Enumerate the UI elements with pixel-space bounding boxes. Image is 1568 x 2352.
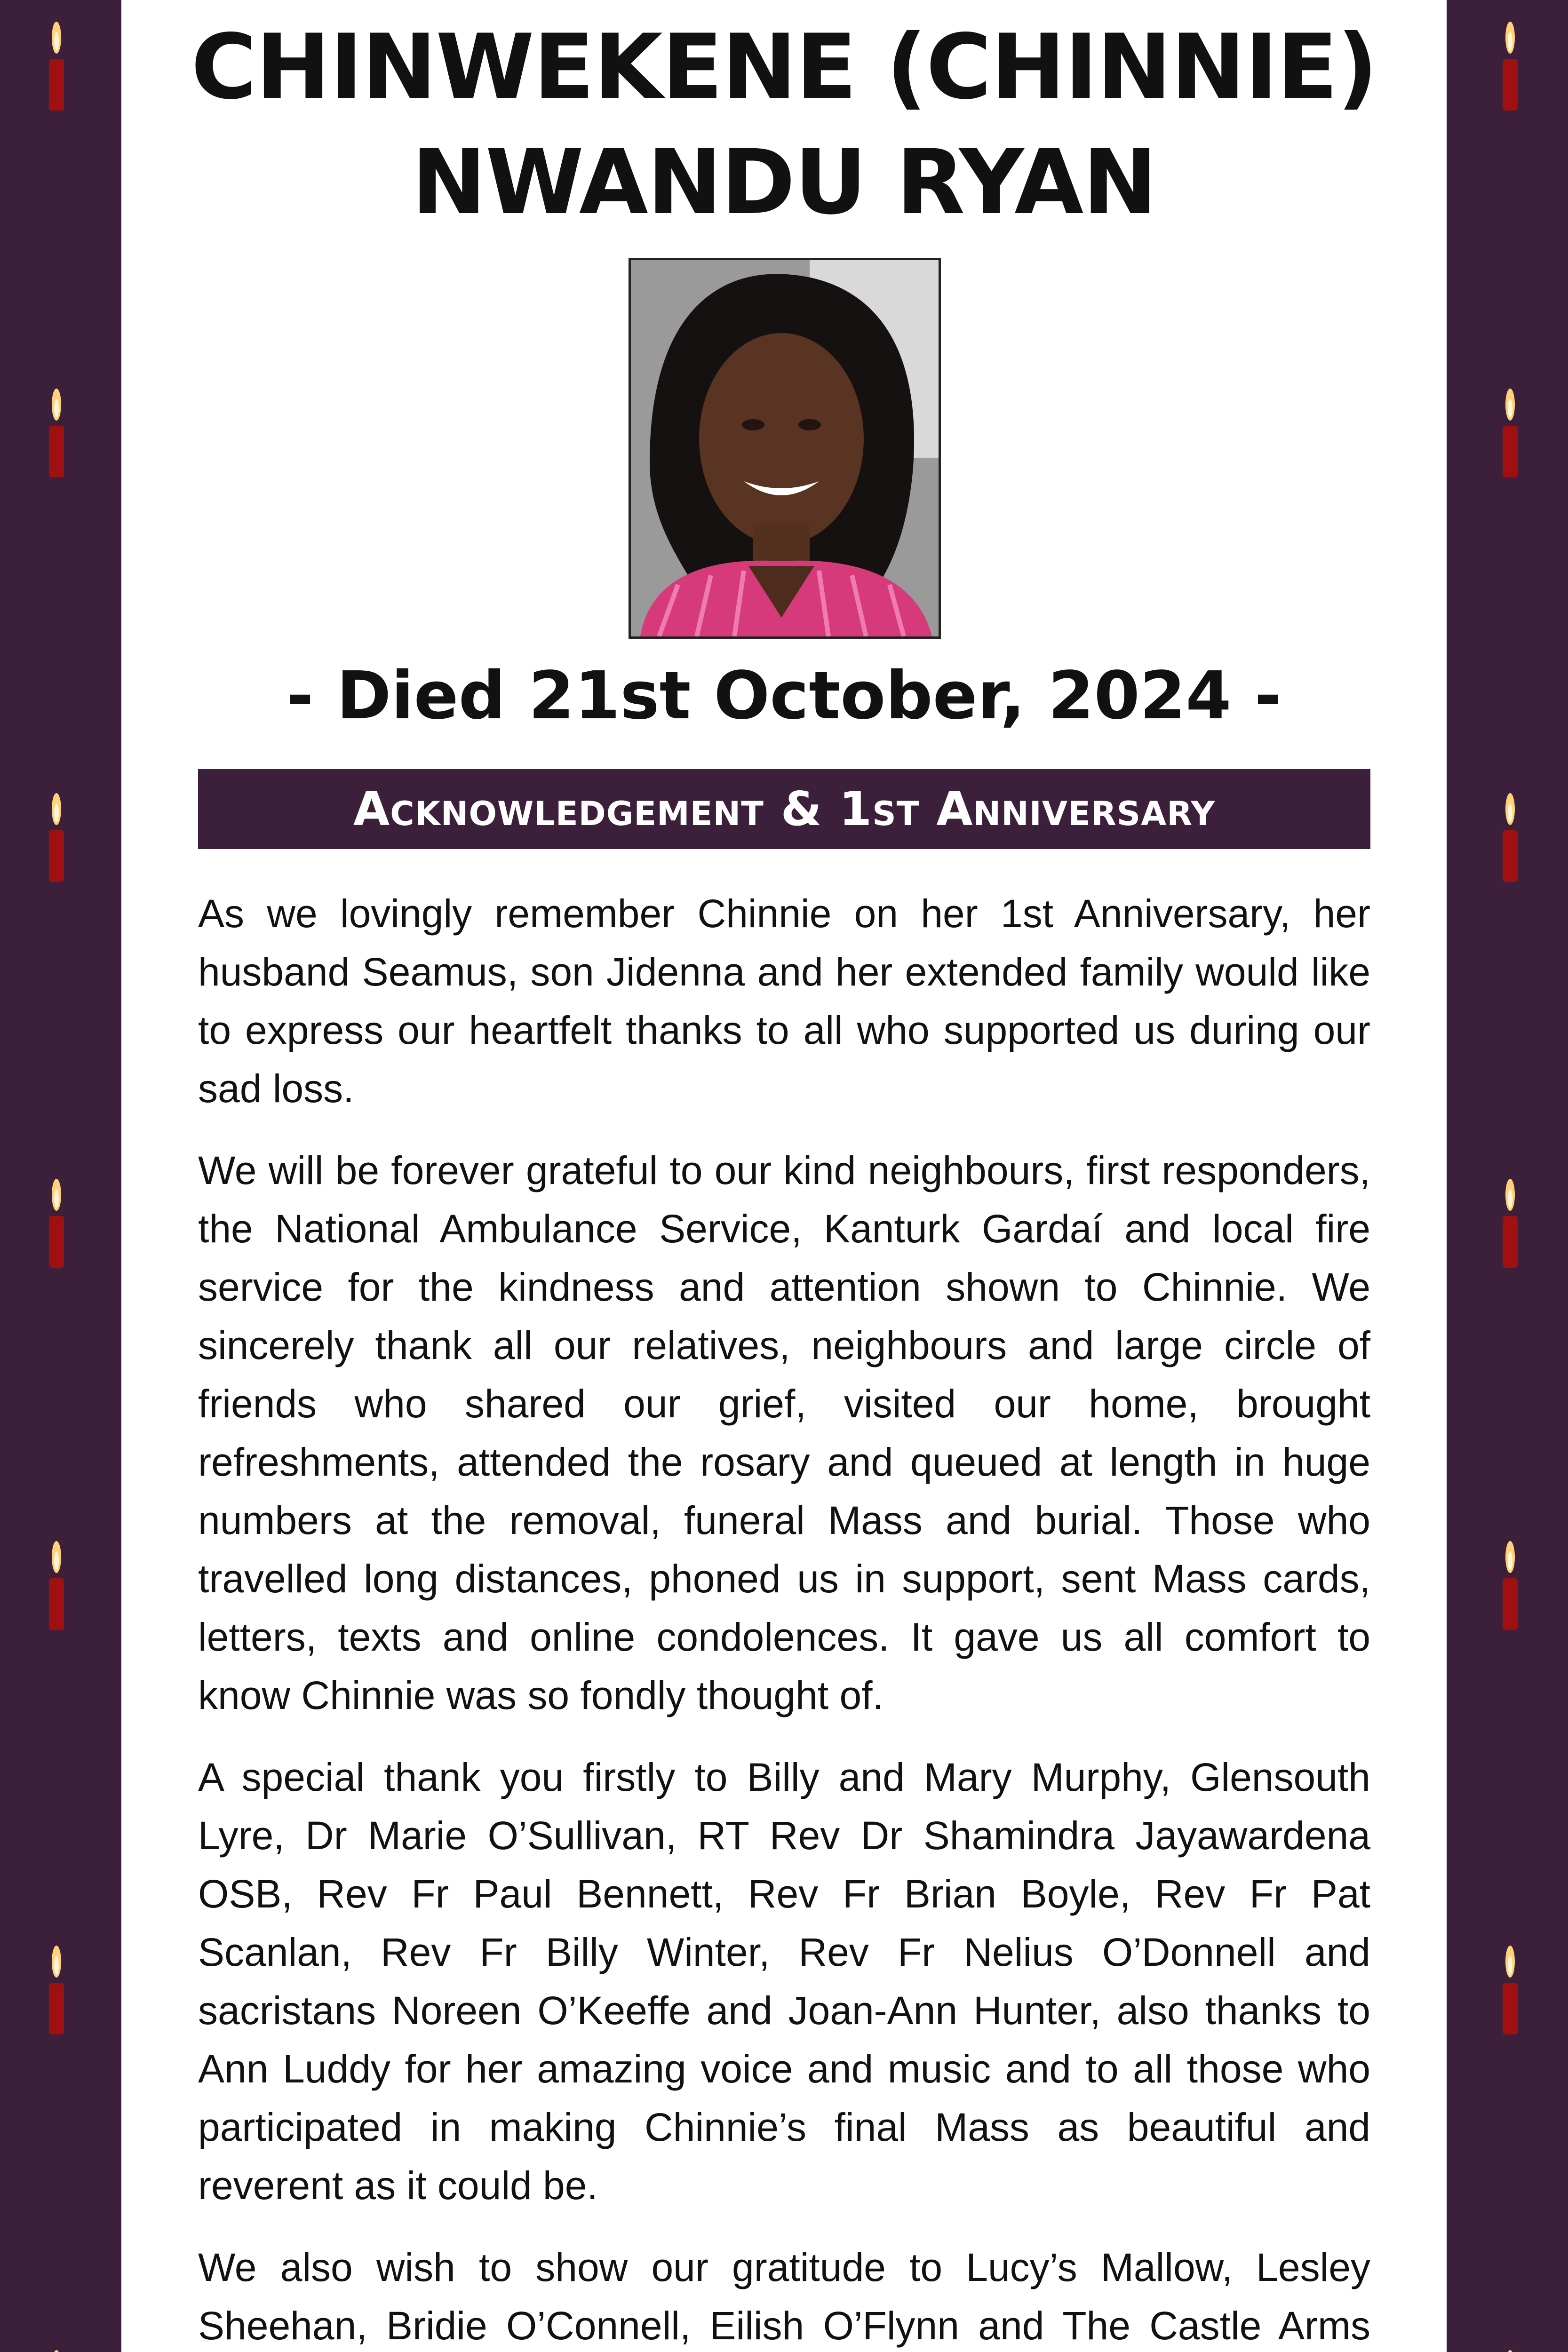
- left-border: [0, 0, 121, 2352]
- candle-icon: [42, 1176, 71, 1270]
- paragraph: We will be forever grateful to our kind neighbours, first responders, the National Ambulance Service, Kanturk Gardaí and local fire service for the kindness and attention shown to Chinnie. We sincerely thank all our relatives, neighbours and large circle of friends who shared our grief, visited our home, brought refreshments, attended the rosary and queued at length in huge numbers at the removal, funeral Mass and burial. Those who travelled long distances, phoned us in support, sent Mass cards, letters, texts and online condolences. It gave us all comfort to know Chinnie was so fondly thought of.: [198, 1148, 1370, 1717]
- name-line-1: CHINWEKENE (CHINNIE): [191, 15, 1377, 119]
- candle-icon: [42, 1943, 71, 2037]
- paragraph: We also wish to show our gratitude to Lucy’s Mallow, Lesley Sheehan, Bridie O’Connell, Eilish O’Flynn and The Castle Arms: [198, 2245, 1370, 2348]
- section-banner: Acknowledgement & 1st Anniversary: [198, 769, 1370, 849]
- candle-icon: [42, 1538, 71, 1632]
- candle-icon: [1496, 386, 1524, 480]
- candle-icon: [1496, 19, 1524, 113]
- candle-icon: [42, 386, 71, 480]
- portrait-photo: [629, 258, 941, 639]
- portrait-illustration: [631, 260, 939, 636]
- candle-icon: [42, 790, 71, 884]
- candle-icon: [1496, 2347, 1524, 2352]
- right-border: [1447, 0, 1568, 2352]
- paragraph: A special thank you firstly to Billy and Mary Murphy, Glensouth Lyre, Dr Marie O’Sullivan, RT Rev Dr Shamindra Jayawardena OSB, Rev Fr Paul Bennett, Rev Fr Brian Boyle, Rev Fr Pat Scanlan, Rev Fr Billy Winter, Rev Fr Nelius O’Donnell and sacristans Noreen O’Keeffe and Joan-Ann Hunter, also thanks to Ann Luddy for her amazing voice and music and to all those who participated in making Chinnie’s final Mass as beautiful and reverent as it could be.: [198, 1755, 1370, 2208]
- acknowledgement-text: [198, 884, 1370, 2352]
- candle-icon: [1496, 790, 1524, 884]
- candle-icon: [42, 19, 71, 113]
- candle-icon: [1496, 1538, 1524, 1632]
- notice-page: [121, 0, 1447, 2352]
- candle-icon: [42, 2347, 71, 2352]
- deceased-name: [121, 9, 1447, 240]
- name-line-2: NWANDU RYAN: [411, 130, 1157, 234]
- candle-icon: [1496, 1176, 1524, 1270]
- candle-icon: [1496, 1943, 1524, 2037]
- date-of-death: - Died 21st October, 2024 -: [286, 658, 1282, 734]
- paragraph: As we lovingly remember Chinnie on her 1st Anniversary, her husband Seamus, son Jidenna and her extended family would like to express our heartfelt thanks to all who supported us during our sad loss.: [198, 891, 1370, 1111]
